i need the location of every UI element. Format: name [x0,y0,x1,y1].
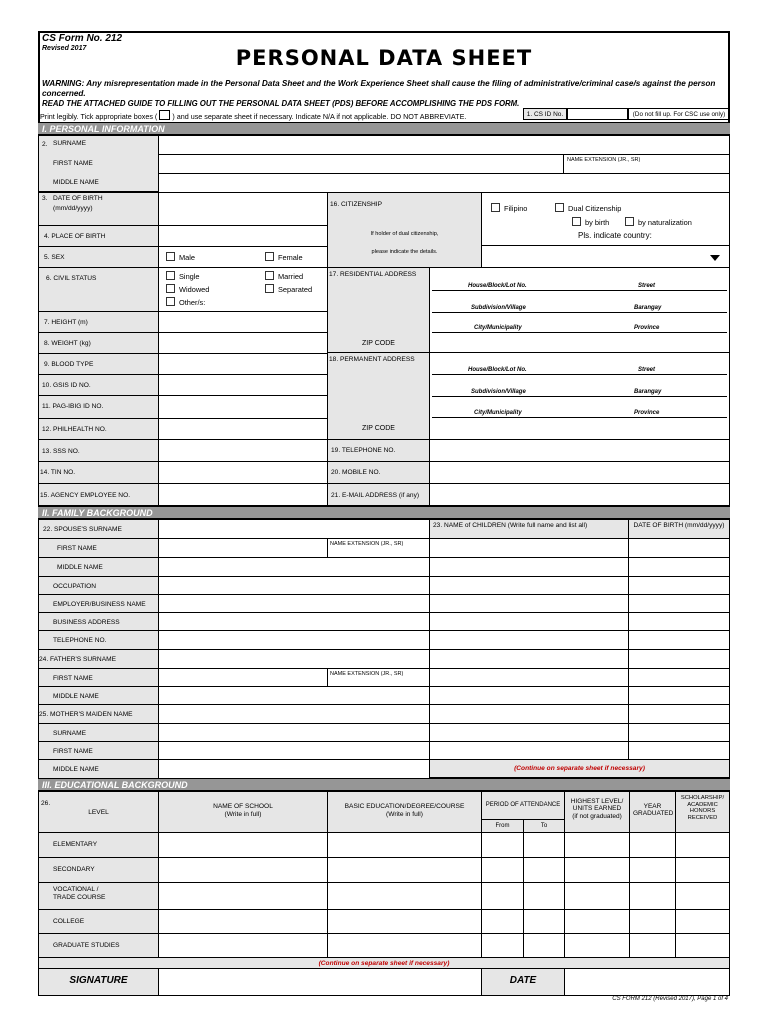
filipino-option[interactable] [491,203,527,213]
child-dob-input[interactable] [628,686,730,706]
father-first-name-extension[interactable] [327,668,430,688]
email-input[interactable] [429,483,730,506]
blood-label-cell [38,353,159,375]
edu-course-sub: (Write in full) [386,810,423,818]
child-dob-input[interactable] [628,538,730,558]
mother-surname-input[interactable] [158,723,430,743]
height-label-cell [38,311,159,333]
child-name-input[interactable] [429,668,629,688]
dual-citizenship-option[interactable] [555,203,621,213]
tin-label-cell [38,461,159,484]
child-dob-input[interactable] [628,557,730,577]
philhealth-label-cell [38,418,159,440]
signature-field[interactable] [158,968,482,996]
blood-type-input[interactable] [158,353,328,375]
father-middle-name-input[interactable] [158,686,430,706]
edu-course-input[interactable] [327,933,482,958]
by-naturalization-checkbox[interactable] [625,217,634,226]
mother-maiden-name-label: 25. MOTHER'S MAIDEN NAME [39,711,133,718]
perm-street-label: Street [638,367,656,373]
edu-scholarship-input[interactable] [675,882,730,910]
surname-input[interactable] [158,135,730,155]
residential-address-label: 17. RESIDENTIAL ADDRESS [329,271,417,278]
form-revision: Revised 2017 [42,45,87,52]
father-middle-name-label-cell [38,686,159,706]
date-field[interactable] [564,968,730,996]
telephone-label-cell [327,439,430,462]
email-label: 21. E-MAIL ADDRESS (if any) [331,492,420,499]
form-number: CS Form No. 212 [42,33,123,44]
edu-level-1-cell [38,857,159,883]
perm-line-1 [432,374,727,375]
spouse-telephone-input[interactable] [158,630,430,650]
child-dob-input[interactable] [628,723,730,743]
philhealth-label: 12. PHILHEALTH NO. [42,426,107,433]
edu-level-name: ELEMENTARY [53,841,98,848]
edu-to-label: To [540,823,548,829]
agency-employee-label: 15. AGENCY EMPLOYEE NO. [40,492,131,499]
tin-input[interactable] [158,461,328,484]
section-family-background: II. FAMILY BACKGROUND [38,506,730,519]
spouse-employer-label: EMPLOYER/BUSINESS NAME [53,601,146,608]
edu-level-label: LEVEL [88,809,109,816]
first-name-input[interactable] [158,154,564,174]
others-label: Other/s: [179,298,206,307]
widowed-label: Widowed [179,285,210,294]
name-extension-label: NAME EXTENSION (JR., SR) [330,671,404,677]
edu-highest-input[interactable] [564,933,630,958]
spouse-first-name-label: FIRST NAME [57,545,97,552]
child-name-input[interactable] [429,538,629,558]
edu-from-input[interactable] [481,857,524,883]
csc-use-note: (Do not fill up. For CSC use only) [628,108,730,120]
widowed-option[interactable] [166,284,209,294]
spouse-surname-label-cell [38,519,159,539]
edu-school-input[interactable] [158,857,328,883]
pagibig-label-cell [38,395,159,419]
spouse-business-address-label: BUSINESS ADDRESS [53,619,120,626]
filipino-label: Filipino [504,204,528,213]
pls-indicate-country: Pls. indicate country: [578,231,652,240]
perm-province-label: Province [634,410,660,416]
pagibig-input[interactable] [158,395,328,419]
edu-scholarship-label: SCHOLARSHIP/ ACADEMIC HONORS RECEIVED [680,795,725,821]
mother-middle-name-label: MIDDLE NAME [53,766,99,773]
country-dropdown[interactable] [481,245,730,268]
edu-course-label: BASIC EDUCATION/DEGREE/COURSE [344,803,465,810]
mother-first-name-input[interactable] [158,741,430,761]
spouse-business-address-input[interactable] [158,612,430,632]
date-label: DATE [509,975,537,986]
telephone-label: 19. TELEPHONE NO. [331,447,396,454]
dual-citizenship-checkbox[interactable] [555,203,564,212]
edu-period-header [481,791,565,820]
child-name-input[interactable] [429,612,629,632]
edu-year-input[interactable] [629,832,676,858]
edu-level-2-cell [38,882,159,910]
child-dob-input[interactable] [628,594,730,614]
edu-to-input[interactable] [523,882,565,910]
edu-school-header [158,791,328,833]
spouse-occupation-label: OCCUPATION [53,583,96,590]
edu-period-label: PERIOD OF ATTENDANCE [485,802,561,808]
edu-highest-input[interactable] [564,909,630,934]
male-label: Male [179,253,196,262]
edu-scholarship-input[interactable] [675,832,730,858]
res-subdivision-label: Subdivision/Village [471,305,526,311]
pob-label-cell [38,225,159,247]
child-dob-input[interactable] [628,741,730,761]
signature-label: SIGNATURE [69,975,128,986]
civil-status-label-cell [38,267,159,312]
res-line-3 [432,332,727,333]
mother-middle-name-label-cell [38,759,159,779]
weight-input[interactable] [158,332,328,354]
chevron-down-icon[interactable] [710,255,720,261]
married-option[interactable] [265,271,303,281]
surname-label: SURNAME [53,140,86,147]
agency-label-cell [38,483,159,506]
child-name-input[interactable] [429,686,629,706]
child-name-input[interactable] [429,741,629,761]
dob-num: 3. [42,195,48,202]
father-surname-label: 24. FATHER'S SURNAME [39,656,116,663]
edu-from-input[interactable] [481,933,524,958]
sss-input[interactable] [158,439,328,462]
agency-employee-input[interactable] [158,483,328,506]
mother-maiden-name-input[interactable] [158,704,430,724]
child-dob-input[interactable] [628,630,730,650]
name-extension-label: NAME EXTENSION (JR., SR) [330,541,404,547]
edu-to-input[interactable] [523,933,565,958]
child-name-input[interactable] [429,649,629,669]
edu-school-input[interactable] [158,909,328,934]
family-continue-note: (Continue on separate sheet if necessary) [514,765,645,772]
edu-course-input[interactable] [327,909,482,934]
edu-from-input[interactable] [481,909,524,934]
edu-course-header [327,791,482,833]
edu-continue-note: (Continue on separate sheet if necessary) [318,960,450,967]
spouse-first-name-input[interactable] [158,538,328,558]
height-label: 7. HEIGHT (m) [44,319,88,326]
edu-year-input[interactable] [629,909,676,934]
print-instructions-post: ) and use separate sheet if necessary. Indicate N/A if not applicable. DO NOT ABBREVIATE. [172,112,467,121]
mother-middle-name-input[interactable] [158,759,430,779]
edu-level-name: GRADUATE STUDIES [53,942,120,949]
sex-label-cell [38,246,159,268]
edu-year-label: YEAR GRADUATED [633,803,674,818]
by-birth-option[interactable] [572,217,609,227]
cs-id-field[interactable] [567,108,628,120]
res-house-label: House/Block/Lot No. [468,283,527,289]
child-name-input[interactable] [429,704,629,724]
edu-from-label: From [495,823,510,829]
edu-level-3-cell [38,909,159,934]
edu-course-input[interactable] [327,857,482,883]
edu-level-0-cell [38,832,159,858]
name-extension-field[interactable] [563,154,730,174]
perm-zipcode-label: ZIP CODE [362,425,395,432]
spouse-middle-name-input[interactable] [158,557,430,577]
by-naturalization-option[interactable] [625,217,692,227]
sex-male-option[interactable] [166,252,195,262]
perm-barangay-label: Barangay [634,389,662,395]
spouse-surname-label: 22. SPOUSE'S SURNAME [43,526,122,533]
pagibig-label: 11. PAG-IBIG ID NO. [42,403,104,410]
perm-subdivision-label: Subdivision/Village [471,389,526,395]
father-first-name-label-cell [38,668,159,688]
edu-from-input[interactable] [481,882,524,910]
if-dual-label: If holder of dual citizenship, [370,231,439,237]
married-checkbox[interactable] [265,271,274,280]
mobile-label-cell [327,461,430,484]
mother-first-name-label-cell [38,741,159,761]
sex-female-option[interactable] [265,252,303,262]
perm-line-3 [432,417,727,418]
telephone-input[interactable] [429,439,730,462]
spouse-employer-input[interactable] [158,594,430,614]
edu-school-input[interactable] [158,832,328,858]
single-option[interactable] [166,271,200,281]
middle-name-label: MIDDLE NAME [53,179,99,186]
mother-surname-label-cell [38,723,159,743]
spouse-occupation-label-cell [38,576,159,596]
edu-highest-input[interactable] [564,857,630,883]
weight-label-cell [38,332,159,354]
children-label: 23. NAME of CHILDREN (Write full name and list all) [433,522,588,529]
weight-label: 8. WEIGHT (kg) [44,340,91,347]
edu-to-input[interactable] [523,909,565,934]
print-instructions-pre: Print legibly. Tick appropriate boxes ( [40,112,158,121]
female-checkbox[interactable] [265,252,274,261]
separated-label: Separated [278,285,313,294]
by-naturalization-label: by naturalization [638,218,692,227]
child-dob-header [628,519,730,539]
gsis-label-cell [38,374,159,396]
edu-course-input[interactable] [327,882,482,910]
edu-num: 26. [41,800,51,807]
mobile-input[interactable] [429,461,730,484]
res-province-label: Province [634,325,660,331]
edu-highest-label: HIGHEST LEVEL/ UNITS EARNED [570,798,624,813]
spouse-employer-label-cell [38,594,159,614]
father-first-name-input[interactable] [158,668,328,688]
by-birth-label: by birth [585,218,610,227]
children-header [429,519,629,539]
sss-label: 13. SSS NO. [42,448,80,455]
spouse-middle-name-label-cell [38,557,159,577]
edu-school-input[interactable] [158,933,328,958]
edu-year-header [629,791,676,833]
father-surname-input[interactable] [158,649,430,669]
spouse-telephone-label-cell [38,630,159,650]
first-name-label: FIRST NAME [53,160,93,167]
edu-to-header [523,819,565,833]
married-label: Married [278,272,304,281]
child-dob-input[interactable] [628,668,730,688]
edu-scholarship-input[interactable] [675,909,730,934]
edu-year-input[interactable] [629,933,676,958]
email-label-cell [327,483,430,506]
height-input[interactable] [158,311,328,333]
tick-box-sample [159,110,170,120]
others-option[interactable] [166,297,205,307]
edu-from-input[interactable] [481,832,524,858]
mother-surname-label: SURNAME [53,730,86,737]
permanent-address-label: 18. PERMANENT ADDRESS [329,356,415,363]
tin-label: 14. TIN NO. [40,469,76,476]
res-city-label: City/Municipality [474,325,522,331]
filipino-checkbox[interactable] [491,203,500,212]
separated-checkbox[interactable] [265,284,274,293]
spouse-telephone-label: TELEPHONE NO. [53,637,107,644]
edu-level-name: SECONDARY [53,866,95,873]
edu-level-name: VOCATIONAL / TRADE COURSE [53,886,106,901]
civil-status-label: 6. CIVIL STATUS [46,275,97,282]
edu-highest-sub: (if not graduated) [572,812,622,820]
blood-type-label: 9. BLOOD TYPE [44,361,94,368]
child-name-input[interactable] [429,557,629,577]
gsis-label: 10. GSIS ID NO. [42,382,91,389]
others-checkbox[interactable] [166,297,175,306]
male-checkbox[interactable] [166,252,175,261]
child-dob-input[interactable] [628,649,730,669]
philhealth-input[interactable] [158,418,328,440]
child-name-input[interactable] [429,630,629,650]
by-birth-checkbox[interactable] [572,217,581,226]
dual-citizenship-label: Dual Citizenship [568,204,622,213]
res-zipcode-label: ZIP CODE [362,340,395,347]
res-street-label: Street [638,283,656,289]
indicate-details-label: please indicate the details. [371,249,438,255]
edu-from-header [481,819,524,833]
read-guide-text: READ THE ATTACHED GUIDE TO FILLING OUT THE PERSONAL DATA SHEET (PDS) BEFORE ACCOMPLISHING THE PDS FORM. [42,99,520,108]
widowed-checkbox[interactable] [166,284,175,293]
sex-label: 5. SEX [44,254,65,261]
edu-to-input[interactable] [523,832,565,858]
female-label: Female [278,253,303,262]
spouse-first-name-extension[interactable] [327,538,430,558]
edu-year-input[interactable] [629,857,676,883]
print-instructions [40,110,466,121]
middle-name-input[interactable] [158,173,730,193]
perm-house-label: House/Block/Lot No. [468,367,527,373]
edu-course-input[interactable] [327,832,482,858]
child-dob-label: DATE OF BIRTH (mm/dd/yyyy) [633,522,725,529]
father-first-name-label: FIRST NAME [53,675,93,682]
res-line-1 [432,290,727,291]
mother-first-name-label: FIRST NAME [53,748,93,755]
father-middle-name-label: MIDDLE NAME [53,693,99,700]
edu-school-label: NAME OF SCHOOL [213,803,273,810]
perm-line-2 [432,396,727,397]
page-footer: CS FORM 212 (Revised 2017), Page 1 of 4 [612,996,728,1002]
spouse-occupation-input[interactable] [158,576,430,596]
child-dob-input[interactable] [628,612,730,632]
citizenship-label: 16. CITIZENSHIP [330,201,383,208]
spouse-surname-input[interactable] [158,519,430,539]
gsis-input[interactable] [158,374,328,396]
child-dob-input[interactable] [628,704,730,724]
res-line-2 [432,312,727,313]
dob-label: DATE OF BIRTH [53,195,103,202]
sss-label-cell [38,439,159,462]
mother-maiden-name-label-cell [38,704,159,724]
single-label: Single [179,272,200,281]
child-name-input[interactable] [429,723,629,743]
edu-school-input[interactable] [158,882,328,910]
edu-level-name: COLLEGE [53,918,85,925]
num-2: 2. [42,141,48,148]
section-educational-background: III. EDUCATIONAL BACKGROUND [38,778,730,791]
edu-year-input[interactable] [629,882,676,910]
name-extension-label: NAME EXTENSION (JR., SR) [567,157,641,163]
spouse-first-name-label-cell [38,538,159,558]
single-checkbox[interactable] [166,271,175,280]
pob-label: 4. PLACE OF BIRTH [44,233,106,240]
dob-input[interactable] [158,192,328,226]
section-personal-info: I. PERSONAL INFORMATION [38,122,730,135]
spouse-middle-name-label: MIDDLE NAME [57,564,103,571]
cs-id-label: 1. CS ID No. [523,108,567,120]
edu-highest-header [564,791,630,833]
pob-input[interactable] [158,225,328,247]
child-name-input[interactable] [429,576,629,596]
spouse-business-address-label-cell [38,612,159,632]
warning-text: WARNING: Any misrepresentation made in the Personal Data Sheet and the Work Experience Sheet shall cause the filing of administrative/criminal case/s against the person concerned. [42,79,716,98]
separated-option[interactable] [265,284,312,294]
edu-highest-input[interactable] [564,832,630,858]
edu-school-sub: (Write in full) [224,810,262,818]
res-barangay-label: Barangay [634,305,662,311]
edu-scholarship-input[interactable] [675,933,730,958]
perm-city-label: City/Municipality [474,410,522,416]
edu-to-input[interactable] [523,857,565,883]
page-title: PERSONAL DATA SHEET [235,46,533,70]
edu-scholarship-header [675,791,730,833]
father-surname-label-cell [38,649,159,669]
family-continue-cell [429,759,730,778]
child-dob-input[interactable] [628,576,730,596]
edu-level-4-cell [38,933,159,958]
mobile-label: 20. MOBILE NO. [331,469,381,476]
child-name-input[interactable] [429,594,629,614]
dob-format: (mm/dd/yyyy) [53,205,93,212]
edu-scholarship-input[interactable] [675,857,730,883]
edu-highest-input[interactable] [564,882,630,910]
